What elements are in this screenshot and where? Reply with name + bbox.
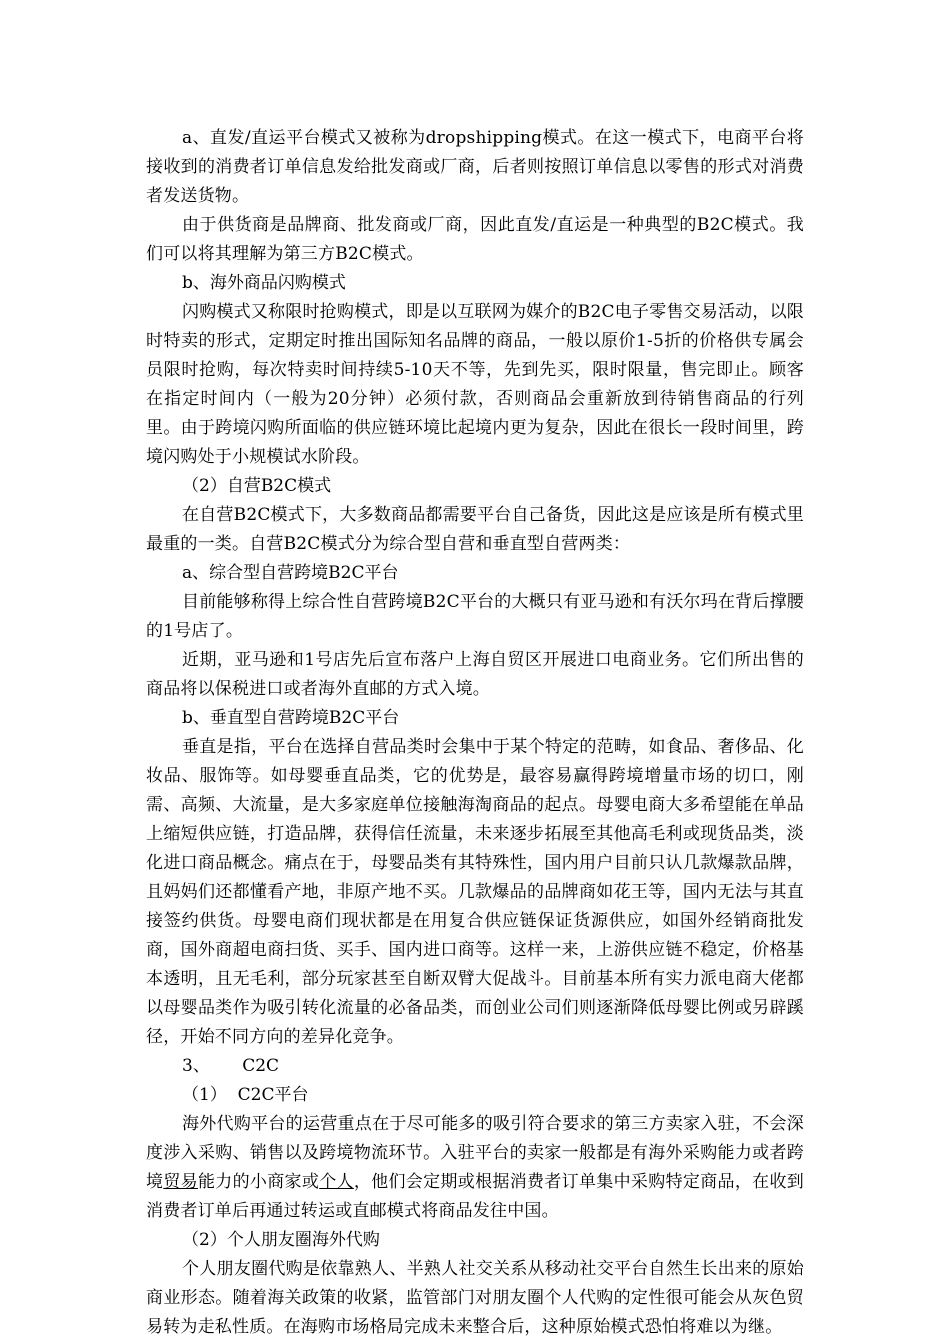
heading-c2c: 3、 C2C bbox=[182, 1056, 280, 1076]
paragraph-c2c-platform bbox=[146, 1110, 804, 1226]
paragraph-dropshipping: a、直发/直运平台模式又被称为dropshipping模式。在这一模式下，电商平台将接收到的消费者订单信息发给批发商或厂商，后者则按照订单信息以零售的形式对消费者发送货物。 bbox=[146, 128, 804, 206]
individual-link[interactable]: 个人 bbox=[319, 1172, 354, 1192]
paragraph-vertical: 垂直是指，平台在选择自营品类时会集中于某个特定的范畴，如食品、奢侈品、化妆品、服饰等。如母婴垂直品类，它的优势是，最容易赢得跨境增量市场的切口，刚需、高频、大流量，是大多家庭单位接触海淘商品的起点。母婴电商大多希望能在单品上缩短供应链，打造品牌，获得信任流量，未来逐步拓展至其他高毛利或现货品类，淡化进口商品概念。痛点在于，母婴品类有其特殊性，国内用户目前只认几款爆款品牌，且妈妈们还都懂看产地，非原产地不买。几款爆品的品牌商如花王等，国内无法与其直接签约供货。母婴电商们现状都是在用复合供应链保证货源供应，如国外经销商批发商，国外商超电商扫货、买手、国内进口商等。这样一来，上游供应链不稳定，价格基本透明，且无毛利，部分玩家甚至自断双臂大促战斗。目前基本所有实力派电商大佬都以母婴品类作为吸引转化流量的必备品类，而创业公司们则逐渐降低母婴比例或另辟蹊径，开始不同方向的差异化竞争。 bbox=[146, 737, 804, 1047]
paragraph-direct-b2c: 由于供货商是品牌商、批发商或厂商，因此直发/直运是一种典型的B2C模式。我们可以将其理解为第三方B2C模式。 bbox=[146, 215, 804, 264]
paragraph-flash-sale: 闪购模式又称限时抢购模式，即是以互联网为媒介的B2C电子零售交易活动，以限时特卖的形式，定期定时推出国际知名品牌的商品，一般以原价1-5折的价格供专属会员限时抢购，每次特卖时间持续5-10天不等，先到先买，限时限量，售完即止。顾客在指定时间内（一般为20分钟）必须付款，否则商品会重新放到待销售商品的行列里。由于跨境闪购所面临的供应链环境比起境内更为复杂，因此在很长一段时间里，跨境闪购处于小规模试水阶段。 bbox=[146, 302, 804, 467]
trade-link[interactable]: 贸易 bbox=[163, 1172, 198, 1192]
heading-vertical-platform: b、垂直型自营跨境B2C平台 bbox=[182, 708, 400, 728]
heading-self-operated-b2c: （2）自营B2C模式 bbox=[182, 476, 332, 496]
paragraph-wechat-purchasing: 个人朋友圈代购是依靠熟人、半熟人社交关系从移动社交平台自然生长出来的原始商业形态。随着海关政策的收紧，监管部门对朋友圈个人代购的定性很可能会从灰色贸易转为走私性质。在海购市场格局完成未来整合后，这种原始模式恐怕将难以为继。 bbox=[146, 1259, 804, 1337]
c2c-text-part2: 能力的小商家或 bbox=[197, 1172, 320, 1192]
c2c-text-part3: ，他们会定期或根据消费者订单集中采购特定商品，在收到消费者订单后再通过转运或直邮模式将商品发往中国。 bbox=[146, 1172, 804, 1221]
heading-comprehensive-platform: a、综合型自营跨境B2C平台 bbox=[182, 563, 399, 583]
paragraph-recent: 近期，亚马逊和1号店先后宣布落户上海自贸区开展进口电商业务。它们所出售的商品将以保税进口或者海外直邮的方式入境。 bbox=[146, 650, 804, 699]
heading-wechat-purchasing: （2）个人朋友圈海外代购 bbox=[182, 1230, 380, 1250]
heading-flash-sale: b、海外商品闪购模式 bbox=[182, 273, 346, 293]
document-body bbox=[146, 124, 804, 1342]
paragraph-self-operated: 在自营B2C模式下，大多数商品都需要平台自己备货，因此这是应该是所有模式里最重的一类。自营B2C模式分为综合型自营和垂直型自营两类： bbox=[146, 505, 804, 554]
c2c-text-part1: 海外代购平台的运营重点在于尽可能多的吸引符合要求的第三方卖家入驻，不会深度涉入采购、销售以及跨境物流环节。入驻平台的卖家一般都是有海外采购能力或者跨境 bbox=[146, 1114, 804, 1192]
paragraph-comprehensive: 目前能够称得上综合性自营跨境B2C平台的大概只有亚马逊和有沃尔玛在背后撑腰的1号店了。 bbox=[146, 592, 804, 641]
heading-c2c-platform: （1） C2C平台 bbox=[182, 1085, 309, 1105]
